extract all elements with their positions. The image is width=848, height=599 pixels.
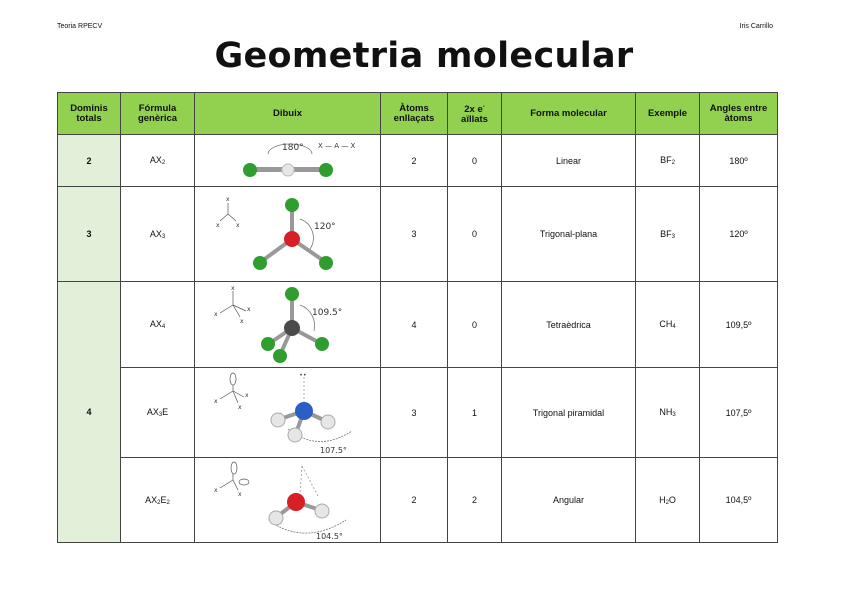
shape-cell: Trigonal-plana [502, 187, 636, 282]
formula-cell: $AX_2E_2$ [121, 458, 195, 543]
drawing-cell [195, 368, 381, 458]
header-right: Iris Carrillo [739, 23, 773, 30]
formula-cell: $AX_3$ [121, 187, 195, 282]
svg-text:x: x [213, 487, 218, 494]
angle-cell: 107,5º [700, 368, 778, 458]
svg-text:x: x [230, 284, 235, 292]
col-exemple: Exemple [636, 93, 700, 135]
svg-text:x: x [237, 491, 242, 498]
atoms-cell: 2 [381, 135, 448, 187]
header-left: Teoria RPECV [57, 23, 103, 30]
page-title: Geometria molecular [214, 36, 634, 76]
shape-cell: Linear [502, 135, 636, 187]
example-cell: $CH_4$ [636, 282, 700, 368]
svg-text:x: x [246, 305, 251, 313]
trigonal-planar-drawing [208, 189, 368, 279]
example-cell: $BF_3$ [636, 187, 700, 282]
svg-text:x: x [213, 310, 218, 318]
tetrahedral-drawing [208, 283, 368, 367]
col-angles: Angles entre àtoms [700, 93, 778, 135]
col-pairs-sub: aïllats [461, 114, 488, 126]
svg-text:x: x [244, 391, 249, 399]
pairs-cell: 0 [448, 282, 502, 368]
atoms-cell: 2 [381, 458, 448, 543]
trigonal-pyramidal-drawing [208, 369, 368, 457]
dominis-cell: 4 [58, 282, 121, 543]
example-cell: $H_2O$ [636, 458, 700, 543]
svg-text:x: x [225, 196, 230, 203]
col-dominis: Dominis totals [58, 93, 121, 135]
svg-text:x: x [237, 403, 242, 411]
col-pairs-sup: - [482, 103, 485, 110]
table-row [58, 282, 778, 368]
pairs-cell: 0 [448, 187, 502, 282]
angle-label: 120° [313, 222, 336, 232]
example-cell: $BF_2$ [636, 135, 700, 187]
formula-cell: $AX_2$ [121, 135, 195, 187]
angle-label: 109.5° [311, 307, 342, 318]
table-row [58, 187, 778, 282]
angle-cell: 180º [700, 135, 778, 187]
header-row [58, 93, 778, 135]
svg-text:x: x [239, 317, 244, 325]
angle-cell: 104,5º [700, 458, 778, 543]
formula-cell: $AX_3E$ [121, 368, 195, 458]
dominis-cell: 2 [58, 135, 121, 187]
svg-text:X — A — X: X — A — X [317, 141, 355, 150]
dominis-cell: 3 [58, 187, 121, 282]
pairs-cell: 1 [448, 368, 502, 458]
pairs-cell: 0 [448, 135, 502, 187]
drawing-cell [195, 187, 381, 282]
svg-text:x: x [213, 397, 218, 405]
svg-text:• •: • • [299, 372, 306, 379]
example-cell: $NH_3$ [636, 368, 700, 458]
drawing-cell [195, 282, 381, 368]
pairs-cell: 2 [448, 458, 502, 543]
table-row [58, 458, 778, 543]
shape-cell: Trigonal piramidal [502, 368, 636, 458]
drawing-cell [195, 458, 381, 543]
drawing-cell [195, 135, 381, 187]
col-pairs [448, 93, 502, 135]
geometry-table [57, 92, 778, 543]
atoms-cell: 3 [381, 187, 448, 282]
svg-text:x: x [215, 222, 220, 229]
angle-label: 104.5° [315, 532, 343, 541]
angle-cell: 109,5º [700, 282, 778, 368]
col-dibuix: Dibuix [195, 93, 381, 135]
col-formula: Fórmula genèrica [121, 93, 195, 135]
col-forma: Forma molecular [502, 93, 636, 135]
atoms-cell: 4 [381, 282, 448, 368]
table-row [58, 135, 778, 187]
formula-cell: $AX_4$ [121, 282, 195, 368]
col-atoms: Àtoms enllaçats [381, 93, 448, 135]
angle-label: 107.5° [319, 445, 347, 455]
angle-label: 180° [281, 142, 304, 153]
col-pairs-main: 2x e [464, 104, 483, 116]
table-row [58, 368, 778, 458]
svg-text:x: x [235, 222, 240, 229]
atoms-cell: 3 [381, 368, 448, 458]
shape-cell: Angular [502, 458, 636, 543]
angle-cell: 120º [700, 187, 778, 282]
linear-molecule-drawing [208, 136, 368, 186]
angular-drawing [208, 458, 368, 542]
shape-cell: Tetraèdrica [502, 282, 636, 368]
